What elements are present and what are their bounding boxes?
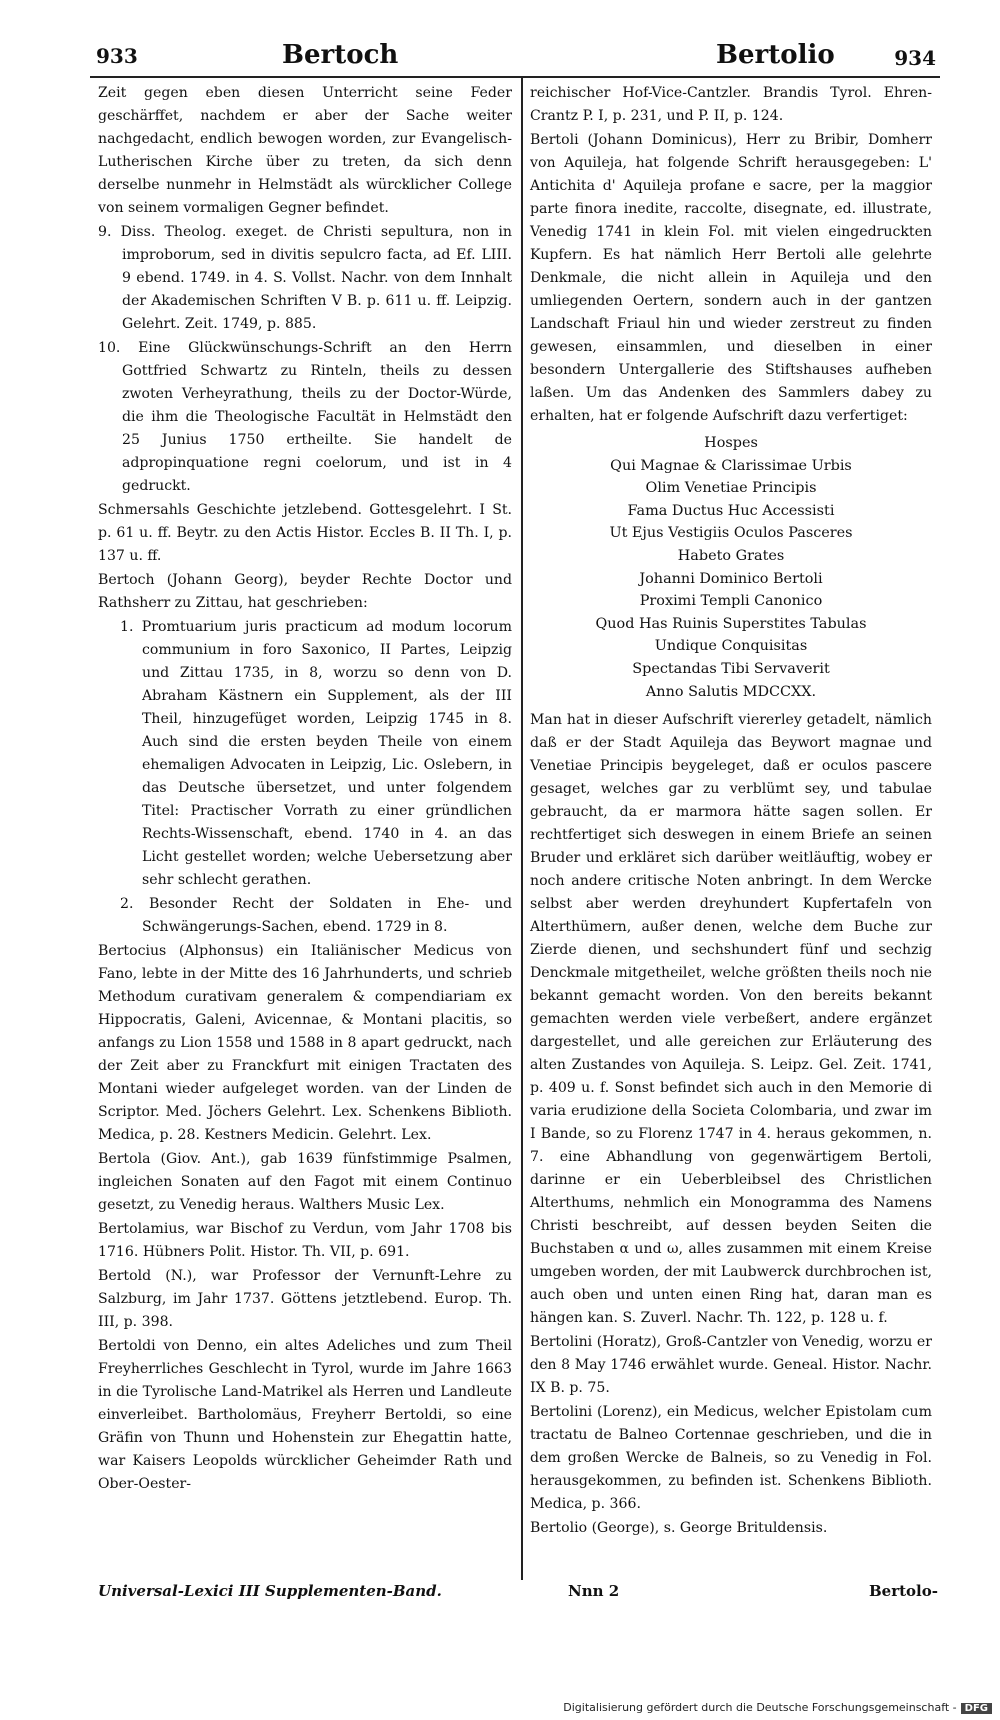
right-column-entry: Bertolini (Horatz), Groß-Cantzler von Venedig, worzu er den 8 May 1746 erwählet wurde. Geneal. Histor. Nachr. IX B. p. 75. <box>530 1334 932 1397</box>
left-column-entry: Bertola (Giov. Ant.), gab 1639 fünfstimmige Psalmen, ingleichen Sonaten auf den Fagot mit einem Continuo gesetzt, zu Venedig heraus. Walthers Music Lex. <box>98 1151 512 1213</box>
inscription-line: Hospes <box>704 435 758 451</box>
right-column-lower <box>530 709 932 1540</box>
inscription-line: Proximi Templi Canonico <box>639 593 823 610</box>
right-column-entry: Man hat in dieser Aufschrift viererley getadelt, nämlich daß er der Stadt Aquileja das Beywort magnae und Venetiae Principis beygeleget, daß er oculos pascere gesaget, welches gar zu verblümt sey, und tabulae gebraucht, da er marmora hätte sagen sollen. Er rechtfertiget sich deswegen in einem Briefe an seinen Bruder und erkläret sich darüber weitläuftig, wobey er noch andere critische Noten anbringt. In dem Wercke selbst aber werden dreyhundert Kupfertafeln von Alterthümern, außer denen, welche dem Buche zur Zierde dienen, und sechshundert fünf und sechzig Denckmale mitgetheilet, welche größten theils noch nie bekannt gemacht worden. Von den bereits bekannt gemachten werden viele verbeßert, andere ergänzet dargestellet, und alle gereichen zur Erläuterung des alten Zustandes von Aquileja. S. Leipz. Gel. Zeit. 1741, p. 409 u. f. Sonst befindet sich auch in den Memorie di varia erudizione della Societa Colombaria, und zwar im I Bande, so zu Florenz 1747 in 4. heraus gekommen, n. 7. eine Abhandlung von gegenwärtigem Bertoli, darinne er ein Ueberbleibsel des Christlichen Alterthums, nehmlich ein Monogramma des Namens Christi beschreibt, auf dessen beyden Seiten die Buchstaben α und ω, alles zusammen mit einem Kreise umgeben worden, der mit Laubwerck durchbrochen ist, auch oben und unten einen Ring hat, daran man es hängen kan. S. Zuverl. Nachr. Th. 122, p. 128 u. f. <box>530 712 932 1327</box>
inscription <box>530 432 932 703</box>
right-column-upper <box>530 82 932 428</box>
signature-line: Universal-Lexici III Supplementen-Band. <box>98 1582 442 1600</box>
inscription-line: Olim Venetiae Principis <box>645 480 817 497</box>
page-number-right: 934 <box>894 46 936 70</box>
left-column-entry: 2. Besonder Recht der Soldaten in Ehe- und Schwängerungs-Sachen, ebend. 1729 in 8. <box>120 896 512 935</box>
inscription-line: Spectandas Tibi Servaverit <box>632 660 830 677</box>
inscription-line: Quod Has Ruinis Superstites Tabulas <box>595 615 867 632</box>
inscription-line: Habeto Grates <box>677 547 785 564</box>
dfg-logo: DFG <box>961 1703 992 1714</box>
left-column-entry: Bertold (N.), war Professor der Vernunft-Lehre zu Salzburg, im Jahr 1737. Göttens jetztlebend. Europ. Th. III, p. 398. <box>98 1268 512 1330</box>
right-column-entry: reichischer Hof-Vice-Cantzler. Brandis Tyrol. Ehren-Crantz P. I, p. 231, und P. II, p. 124. <box>530 85 932 124</box>
inscription-line: Anno Salutis MDCCXX. <box>645 683 817 700</box>
left-column-entry: 1. Promtuarium juris practicum ad modum locorum communium in foro Saxonico, II Partes, Leipzig und Zittau 1735, in 8, worzu so denn von D. Abraham Kästnern ein Supplement, als der III Theil, hinzugefüget worden, Leipzig 1745 in 8. Auch sind die ersten beyden Theile von einem ehemaligen Advocaten in Leipzig, Lic. Oslebern, in das Deutsche übersetzet, und unter folgendem Titel: Practischer Vorrath zu einer gründlichen Rechts-Wissenschaft, ebend. 1740 in 4. an das Licht gestellet worden; welche Uebersetzung aber sehr schlecht gerathen. <box>120 619 512 888</box>
left-column-entry: Bertocius (Alphonsus) ein Italiänischer Medicus von Fano, lebte in der Mitte des 16 Jahrhunderts, und schrieb Methodum curativam generalem & compendiariam ex Hippocratis, Galeni, Avicennae, & Montani placitis, so anfangs zu Lion 1558 und 1588 in 8 apart gedruckt, nach der Zeit aber zu Franckfurt mit einigen Tractaten des Montani wieder aufgeleget worden. van der Linden de Scriptor. Med. Jöchers Gelehrt. Lex. Schenkens Biblioth. Medica, p. 28. Kestners Medicin. Gelehrt. Lex. <box>98 943 512 1143</box>
left-column-entry: Schmersahls Geschichte jetzlebend. Gottesgelehrt. I St. p. 61 u. ff. Beytr. zu den Actis Histor. Eccles B. II Th. I, p. 137 u. ff. <box>98 502 512 564</box>
running-title-left: Bertoch <box>282 40 399 70</box>
page-number-left: 933 <box>96 44 138 68</box>
credit-text: Digitalisierung gefördert durch die Deutsche Forschungsgemeinschaft - <box>563 1701 957 1714</box>
page-header <box>96 38 936 74</box>
signature-mark: Nnn 2 <box>568 1582 620 1600</box>
right-column-entry: Bertoli (Johann Dominicus), Herr zu Bribir, Domherr von Aquileja, hat folgende Schrift herausgegeben: L' Antichita d' Aquileja profane e sacre, per la maggior parte finora inedite, raccolte, disegnate, ed. illustrate, Venedig 1741 in klein Fol. mit vielen eingedruckten Kupfern. Es hat nämlich Herr Bertoli alle gelehrte Denkmale, die nicht allein in Aquileja und den umliegenden Oertern, sondern auch in der gantzen Landschaft Friaul hin und wieder zerstreut zu finden gewesen, einsammlen, und dieselben in einer besondern Untergallerie des Stiftshauses aufheben laßen. Um das Andenken des Sammlers dabey zu erhalten, hat er folgende Aufschrift dazu verfertiget: <box>530 132 932 424</box>
running-title-right: Bertolio <box>716 40 835 70</box>
page-footer <box>98 1582 938 1608</box>
inscription-line: Johanni Dominico Bertoli <box>639 570 823 587</box>
left-column-entry: 9. Diss. Theolog. exeget. de Christi sepultura, non in improborum, sed in divitis sepulcro facta, ad Ef. LIII. 9 ebend. 1749. in 4. S. Vollst. Nachr. von dem Innhalt der Akademischen Schriften V B. p. 611 u. ff. Leipzig. Gelehrt. Zeit. 1749, p. 885. <box>98 224 512 332</box>
digitization-credit <box>563 1701 992 1714</box>
inscription-line: Fama Ductus Huc Accessisti <box>627 502 835 519</box>
inscription-line: Undique Conquisitas <box>654 638 808 655</box>
left-column <box>98 82 512 1497</box>
left-column-entry: 10. Eine Glückwünschungs-Schrift an den Herrn Gottfried Schwartz zu Rinteln, theils zu dessen zwoten Verheyrathung, theils zu der Doctor-Würde, die ihm die Theologische Facultät in Helmstädt den 25 Junius 1750 ertheilte. Sie handelt de adpropinquatione regni coelorum, und ist in 4 gedruckt. <box>98 340 512 494</box>
left-column-entry: Bertoldi von Denno, ein altes Adeliches und zum Theil Freyherrliches Geschlecht in Tyrol, wurde im Jahre 1663 in die Tyrolische Land-Matrikel als Herren und Landleute einverleibet. Bartholomäus, Freyherr Bertoldi, so eine Gräfin von Thunn und Hohenstein zur Ehegattin hatte, war Kaisers Leopolds würcklicher Geheimder Rath und Ober-Oester- <box>98 1338 512 1492</box>
left-column-entry: Bertoch (Johann Georg), beyder Rechte Doctor und Rathsherr zu Zittau, hat geschrieben: <box>98 572 512 611</box>
right-column <box>530 82 932 1541</box>
column-divider <box>521 78 523 1580</box>
left-column-entry: Zeit gegen eben diesen Unterricht seine Feder geschärffet, nachdem er aber der Sache weiter nachgedacht, endlich bewogen worden, zur Evangelisch-Lutherischen Kirche über zu treten, da sich denn derselbe nunmehr in Helmstädt als würcklicher College von seinem vormaligen Gegner befindet. <box>98 85 512 216</box>
header-rule <box>90 76 940 78</box>
left-column-entry: Bertolamius, war Bischof zu Verdun, vom Jahr 1708 bis 1716. Hübners Polit. Histor. Th. VII, p. 691. <box>98 1221 512 1260</box>
inscription-line: Ut Ejus Vestigiis Oculos Pasceres <box>609 525 853 542</box>
right-column-entry: Bertolio (George), s. George Brituldensis. <box>530 1520 828 1537</box>
right-column-entry: Bertolini (Lorenz), ein Medicus, welcher Epistolam cum tractatu de Balneo Cortennae geschrieben, und die in dem großen Wercke de Balneis, so zu Venedig in Fol. herausgekommen, zu befinden ist. Schenkens Biblioth. Medica, p. 366. <box>530 1404 932 1513</box>
catchword: Bertolo- <box>869 1582 938 1600</box>
inscription-line: Qui Magnae & Clarissimae Urbis <box>610 457 852 474</box>
